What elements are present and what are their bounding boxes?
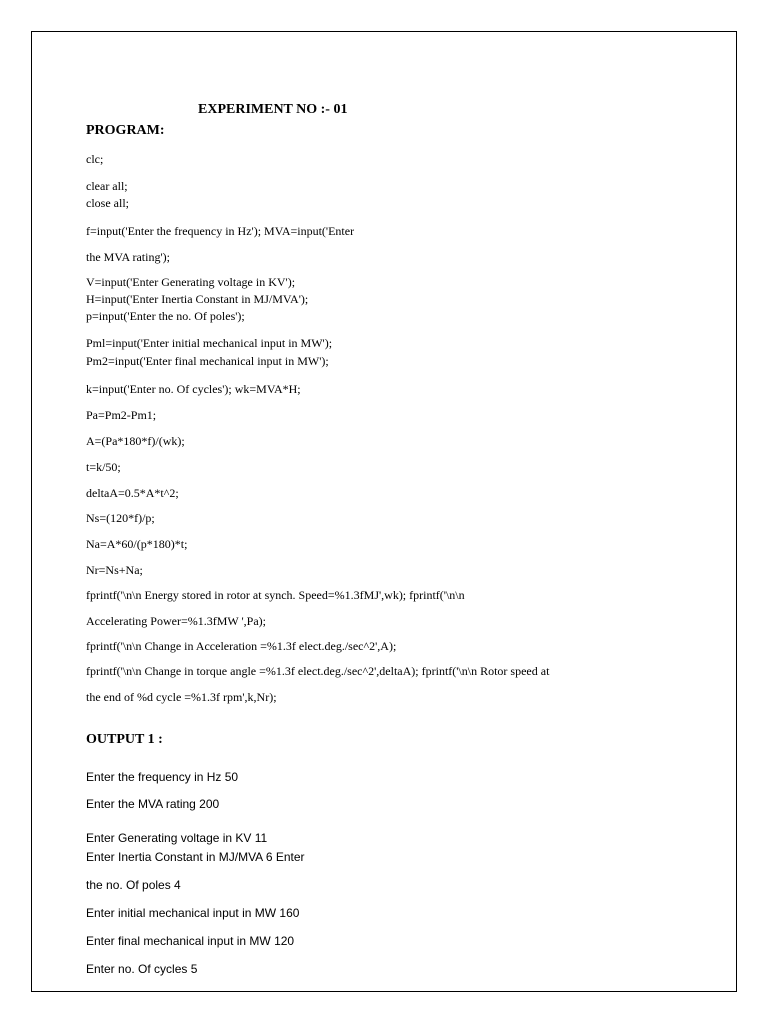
code-line: fprintf('\n\n Change in torque angle =%1.3f elect.deg./sec^2',deltaA); fprintf('\n\n Rotor speed at <box>86 664 550 678</box>
code-line: clear all; <box>86 179 128 193</box>
code-line: Nr=Ns+Na; <box>86 563 143 577</box>
code-line: Pm2=input('Enter final mechanical input in MW'); <box>86 354 329 368</box>
code-line: fprintf('\n\n Energy stored in rotor at synch. Speed=%1.3fMJ',wk); fprintf('\n\n <box>86 588 465 602</box>
output-line: Enter final mechanical input in MW 120 <box>86 934 295 948</box>
output-line: Enter the frequency in Hz 50 <box>86 770 239 784</box>
output-line: Enter no. Of cycles 5 <box>86 962 198 976</box>
program-heading: PROGRAM: <box>86 123 165 138</box>
code-line: close all; <box>86 196 129 210</box>
code-line: the end of %d cycle =%1.3f rpm',k,Nr); <box>86 690 277 704</box>
code-line: V=input('Enter Generating voltage in KV'); <box>86 275 296 289</box>
code-line: the MVA rating'); <box>86 250 170 264</box>
code-line: Pa=Pm2-Pm1; <box>86 408 157 422</box>
code-line: Na=A*60/(p*180)*t; <box>86 537 188 551</box>
output-line: Enter initial mechanical input in MW 160 <box>86 906 300 920</box>
code-line: clc; <box>86 152 104 166</box>
experiment-title: EXPERIMENT NO :- 01 <box>198 102 348 117</box>
output-heading: OUTPUT 1 : <box>86 732 163 747</box>
code-line: Ns=(120*f)/p; <box>86 511 155 525</box>
code-line: deltaA=0.5*A*t^2; <box>86 486 179 500</box>
code-line: f=input('Enter the frequency in Hz'); MVA=input('Enter <box>86 224 355 238</box>
code-line: k=input('Enter no. Of cycles'); wk=MVA*H; <box>86 382 301 396</box>
code-line: t=k/50; <box>86 460 121 474</box>
code-line: Accelerating Power=%1.3fMW ',Pa); <box>86 614 266 628</box>
code-line: p=input('Enter the no. Of poles'); <box>86 309 245 323</box>
code-line: fprintf('\n\n Change in Acceleration =%1.3f elect.deg./sec^2',A); <box>86 639 397 653</box>
output-line: Enter Generating voltage in KV 11 <box>86 831 268 845</box>
output-line: the no. Of poles 4 <box>86 878 181 892</box>
code-line: A=(Pa*180*f)/(wk); <box>86 434 185 448</box>
output-line: Enter the MVA rating 200 <box>86 797 220 811</box>
code-line: Pml=input('Enter initial mechanical input in MW'); <box>86 336 333 350</box>
output-line: Enter Inertia Constant in MJ/MVA 6 Enter <box>86 850 305 864</box>
code-line: H=input('Enter Inertia Constant in MJ/MVA'); <box>86 292 309 306</box>
